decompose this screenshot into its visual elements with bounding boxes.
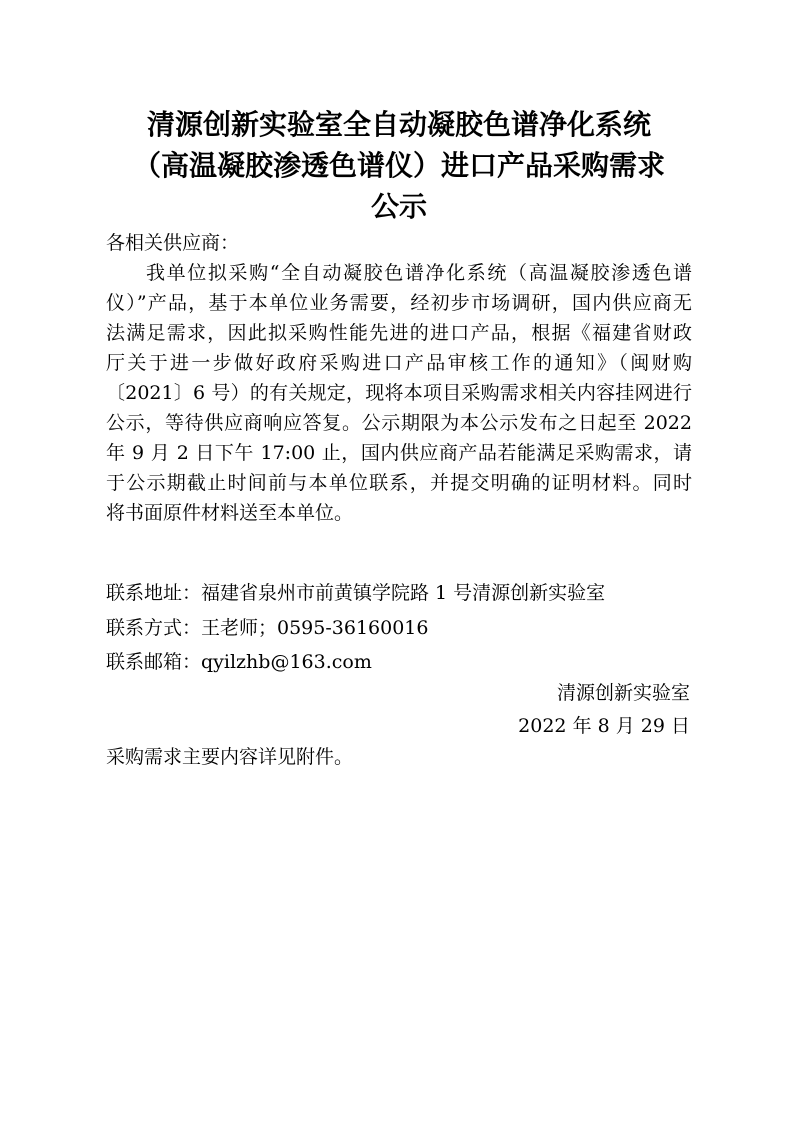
paragraph-line-3: 法满足需求，因此拟采购性能先进的进口产品，根据《福建省财政 bbox=[106, 322, 692, 344]
paragraph-line-4: 厅关于进一步做好政府采购进口产品审核工作的通知》（闽财购 bbox=[106, 352, 692, 374]
signature-date: 2022 年 8 月 29 日 bbox=[518, 715, 690, 737]
signature-organization: 清源创新实验室 bbox=[556, 682, 690, 704]
title-line-2: （高温凝胶渗透色谱仪）进口产品采购需求 bbox=[132, 149, 665, 182]
title-line-1: 清源创新实验室全自动凝胶色谱净化系统 bbox=[146, 108, 651, 141]
paragraph-line-2: 仪）”产品，基于本单位业务需要，经初步市场调研，国内供应商无 bbox=[106, 292, 692, 314]
attachment-note: 采购需求主要内容详见附件。 bbox=[106, 746, 354, 768]
salutation: 各相关供应商： bbox=[106, 232, 240, 254]
paragraph-line-6: 公示，等待供应商响应答复。公示期限为本公示发布之日起至 2022 bbox=[106, 412, 692, 434]
paragraph-line-1: 我单位拟采购“全自动凝胶色谱净化系统（高温凝胶渗透色谱 bbox=[146, 262, 692, 284]
paragraph-line-5: 〔2021〕6 号）的有关规定，现将本项目采购需求相关内容挂网进行 bbox=[106, 382, 692, 404]
paragraph-line-7: 年 9 月 2 日下午 17:00 止，国内供应商产品若能满足采购需求，请 bbox=[106, 442, 692, 464]
document-title bbox=[106, 104, 692, 227]
title-line-3: 公示 bbox=[370, 190, 427, 223]
contact-phone: 联系方式：王老师；0595-36160016 bbox=[106, 617, 429, 639]
announcement-paragraph bbox=[106, 258, 692, 528]
paragraph-line-8: 于公示期截止时间前与本单位联系，并提交明确的证明材料。同时 bbox=[106, 472, 692, 494]
paragraph-line-9: 将书面原件材料送至本单位。 bbox=[106, 502, 354, 524]
contact-email: 联系邮箱：qyilzhb@163.com bbox=[106, 651, 372, 673]
contact-address: 联系地址：福建省泉州市前黄镇学院路 1 号清源创新实验室 bbox=[106, 582, 606, 604]
